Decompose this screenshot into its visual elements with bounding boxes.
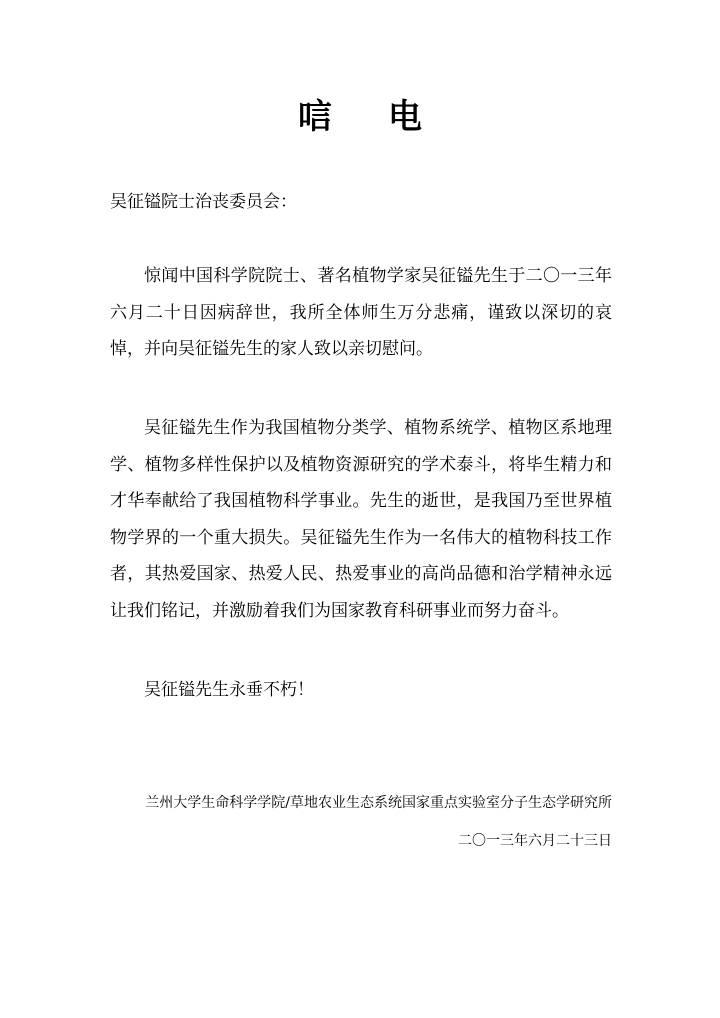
signer-organization: 兰州大学生命科学学院/草地农业生态系统国家重点实验室分子生态学研究所	[145, 795, 612, 811]
salutation: 吴征镒院士治丧委员会：	[110, 192, 297, 212]
letter-title: 唁电	[298, 97, 478, 137]
letter-date: 二〇一三年六月二十三日	[458, 833, 612, 849]
body-paragraph-2: 吴征镒先生作为我国植物分类学、植物系统学、植物区系地理学、植物多样性保护以及植物资源研究的学术泰斗，将毕生精力和才华奉献给了我国植物科学事业。先生的逝世，是我国乃至世界植物学界的一个重大损失。吴征镒先生作为一名伟大的植物科技工作者，其热爱国家、热爱人民、热爱事业的高尚品德和治学精神永远让我们铭记，并激励着我们为国家教育科研事业而努力奋斗。	[110, 418, 612, 621]
body-paragraph-1: 惊闻中国科学院院士、著名植物学家吴征镒先生于二〇一三年六月二十日因病辞世，我所全体师生万分悲痛，谨致以深切的哀悼，并向吴征镒先生的家人致以亲切慰问。	[110, 266, 612, 360]
closing-line: 吴征镒先生永垂不朽！	[144, 680, 314, 700]
